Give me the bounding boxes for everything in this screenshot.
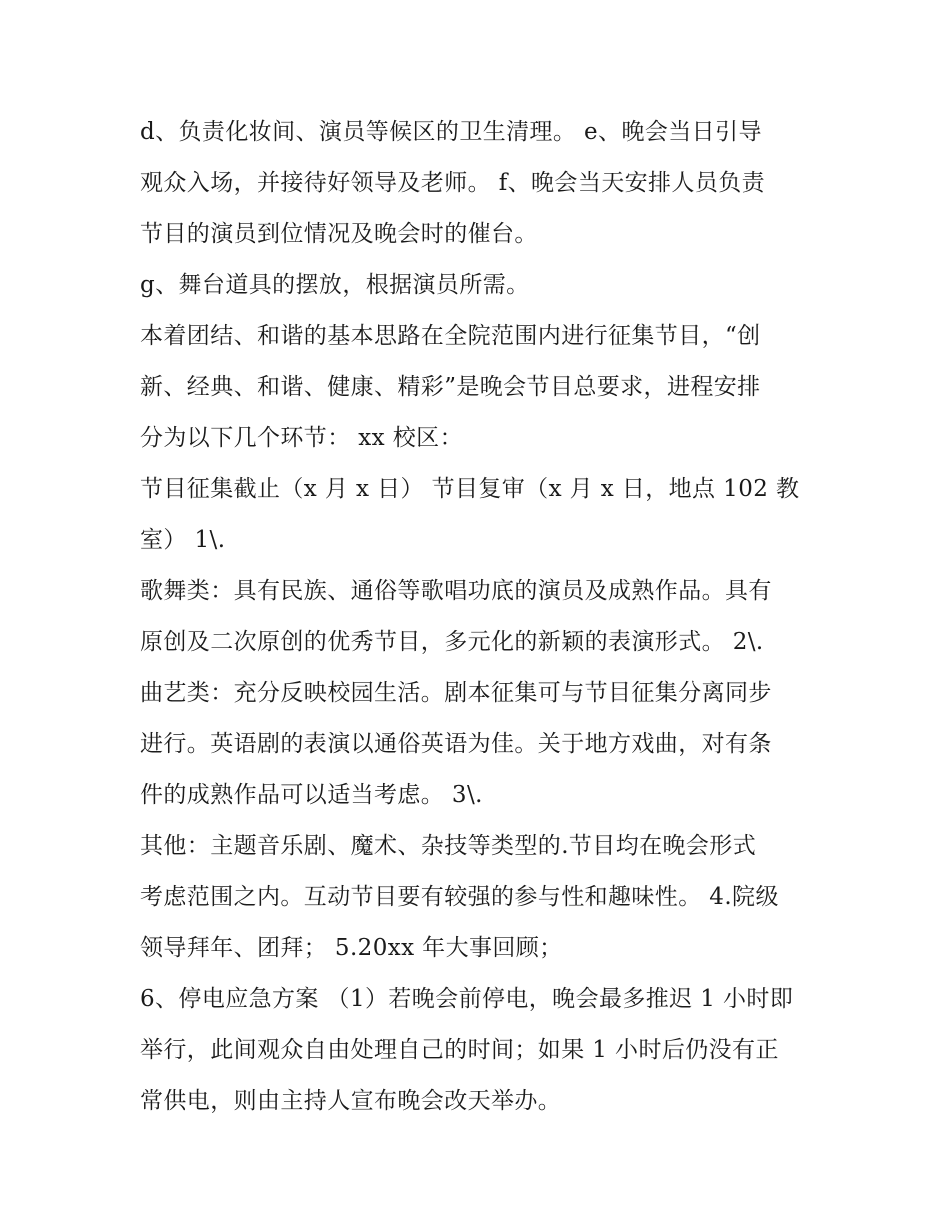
text-line: 举行，此间观众自由处理自己的时间；如果 1 小时后仍没有正 <box>140 1037 779 1063</box>
text-line: 曲艺类：充分反映校园生活。剧本征集可与节目征集分离同步 <box>140 680 772 706</box>
document-body <box>140 107 820 1127</box>
text-line: 观众入场，并接待好领导及老师。 f、晚会当天安排人员负责 <box>140 170 766 196</box>
text-line: d、负责化妆间、演员等候区的卫生清理。 e、晚会当日引导 <box>140 119 762 145</box>
text-line: 分为以下几个环节： xx 校区： <box>140 425 463 451</box>
text-line: 常供电，则由主持人宣布晚会改天举办。 <box>140 1088 562 1114</box>
text-line: 新、经典、和谐、健康、精彩”是晚会节目总要求，进程安排 <box>140 374 761 400</box>
text-line: 原创及二次原创的优秀节目，多元化的新颖的表演形式。 2\. <box>140 629 764 655</box>
text-line: g、舞台道具的摆放，根据演员所需。 <box>140 272 530 298</box>
text-line: 进行。英语剧的表演以通俗英语为佳。关于地方戏曲，对有条 <box>140 731 772 757</box>
text-line: 考虑范围之内。互动节目要有较强的参与性和趣味性。 4.院级 <box>140 884 779 910</box>
text-line: 歌舞类：具有民族、通俗等歌唱功底的演员及成熟作品。具有 <box>140 578 772 604</box>
text-line: 件的成熟作品可以适当考虑。 3\. <box>140 782 483 808</box>
text-line: 节目的演员到位情况及晚会时的催台。 <box>140 221 538 247</box>
text-line: 节目征集截止（x 月 x 日） 节目复审（x 月 x 日，地点 102 教 <box>140 476 800 502</box>
text-line: 本着团结、和谐的基本思路在全院范围内进行征集节目，“创 <box>140 323 761 349</box>
text-line: 6、停电应急方案 （1）若晚会前停电，晚会最多推迟 1 小时即 <box>140 986 794 1012</box>
text-line: 其他：主题音乐剧、魔术、杂技等类型的.节目均在晚会形式 <box>140 833 757 859</box>
text-line: 室） 1\. <box>140 527 226 553</box>
text-line: 领导拜年、团拜； 5.20xx 年大事回顾； <box>140 935 563 961</box>
